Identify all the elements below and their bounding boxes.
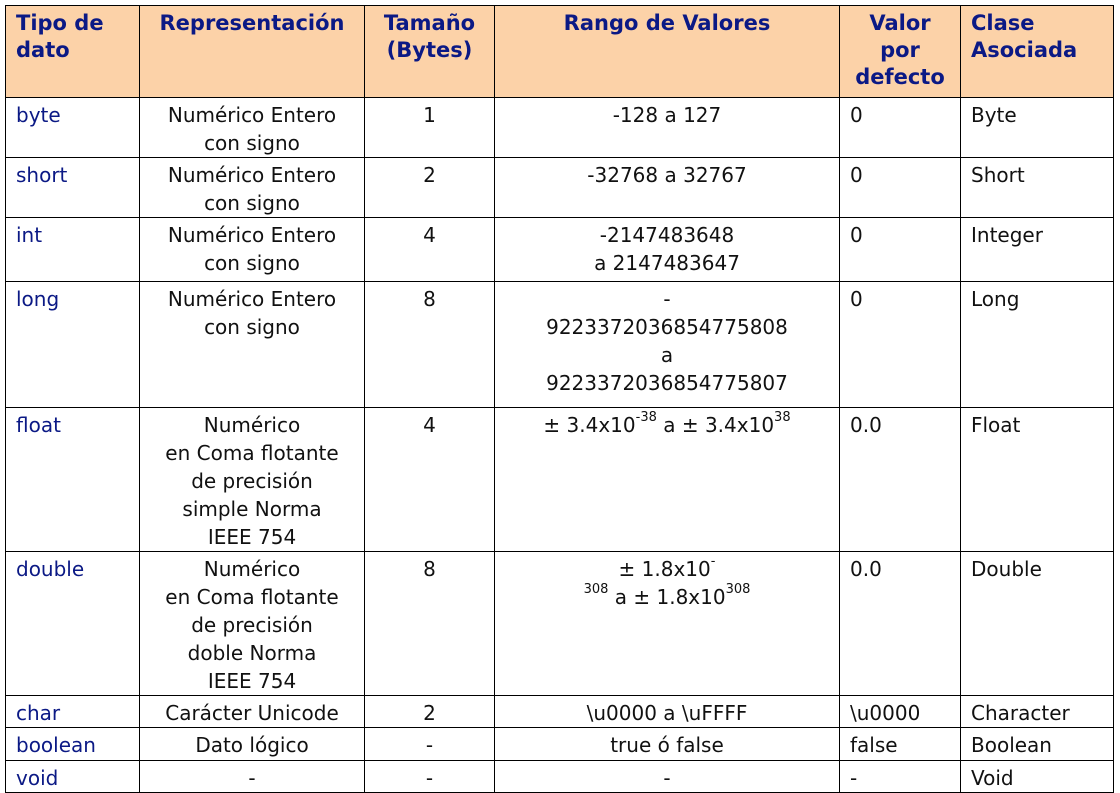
range-exponent: 308	[725, 582, 751, 598]
table-row	[6, 696, 1114, 728]
size-bytes-cell: -	[365, 728, 495, 761]
header-clase	[961, 6, 1114, 98]
size-bytes-cell: 2	[365, 158, 495, 218]
wrapper-class-cell: Long	[961, 282, 1114, 408]
range-line: a	[660, 343, 674, 367]
representation-line: Carácter Unicode	[165, 701, 339, 725]
range-line: -	[663, 287, 671, 311]
header-tipo	[6, 6, 140, 98]
table-row	[6, 158, 1114, 218]
header-line: Asociada	[971, 38, 1078, 62]
table-row	[6, 218, 1114, 282]
representation-cell	[140, 98, 365, 158]
size-bytes-cell: 8	[365, 282, 495, 408]
java-primitive-types-table	[5, 5, 1114, 793]
size-bytes-cell: 4	[365, 218, 495, 282]
type-name-cell: byte	[6, 98, 140, 158]
representation-line: Numérico Entero	[167, 103, 337, 127]
header-line: defecto	[855, 65, 945, 89]
default-value-cell: -	[840, 761, 961, 793]
representation-cell	[140, 761, 365, 793]
table-row	[6, 282, 1114, 408]
default-value-cell: 0.0	[840, 408, 961, 552]
representation-line: en Coma flotante	[165, 441, 339, 465]
range-line: \u0000 a \uFFFF	[586, 701, 748, 725]
range-text: ± 3.4x10	[543, 413, 636, 437]
wrapper-class-cell: Integer	[961, 218, 1114, 282]
representation-line: con signo	[204, 191, 300, 215]
representation-line: con signo	[204, 251, 300, 275]
value-range-cell	[495, 158, 840, 218]
size-bytes-cell: 2	[365, 696, 495, 728]
header-row	[6, 6, 1114, 98]
header-line: Tamaño	[383, 11, 476, 35]
type-name-cell: boolean	[6, 728, 140, 761]
table-row	[6, 98, 1114, 158]
wrapper-class-cell: Double	[961, 552, 1114, 696]
header-line: (Bytes)	[386, 38, 473, 62]
default-value-cell: false	[840, 728, 961, 761]
table-row	[6, 728, 1114, 761]
range-exponent: -38	[635, 410, 657, 426]
range-line: -2147483648	[599, 223, 735, 247]
wrapper-class-cell: Byte	[961, 98, 1114, 158]
value-range-cell	[495, 408, 840, 552]
range-exponent: 38	[774, 410, 791, 426]
default-value-cell: 0	[840, 158, 961, 218]
value-range-cell	[495, 728, 840, 761]
representation-line: Numérico	[203, 557, 301, 581]
wrapper-class-cell: Character	[961, 696, 1114, 728]
representation-line: Dato lógico	[195, 733, 309, 757]
type-name-cell: char	[6, 696, 140, 728]
representation-line: IEEE 754	[207, 525, 297, 549]
value-range-cell	[495, 761, 840, 793]
size-bytes-cell: 1	[365, 98, 495, 158]
representation-line: Numérico Entero	[167, 223, 337, 247]
table-row	[6, 761, 1114, 793]
default-value-cell: 0.0	[840, 552, 961, 696]
representation-cell	[140, 552, 365, 696]
range-exponent: 308	[583, 582, 609, 598]
range-line: -128 a 127	[612, 103, 722, 127]
type-name-cell: double	[6, 552, 140, 696]
representation-line: Numérico Entero	[167, 287, 337, 311]
representation-line: doble Norma	[187, 641, 317, 665]
value-range-cell	[495, 696, 840, 728]
representation-line: simple Norma	[182, 497, 322, 521]
default-value-cell: 0	[840, 282, 961, 408]
header-tamano	[365, 6, 495, 98]
representation-line: Numérico Entero	[167, 163, 337, 187]
size-bytes-cell: -	[365, 761, 495, 793]
representation-cell	[140, 728, 365, 761]
type-name-cell: void	[6, 761, 140, 793]
representation-line: IEEE 754	[207, 669, 297, 693]
range-line: 9223372036854775807	[546, 371, 788, 395]
type-name-cell: short	[6, 158, 140, 218]
type-name-cell: float	[6, 408, 140, 552]
representation-cell	[140, 696, 365, 728]
wrapper-class-cell: Short	[961, 158, 1114, 218]
value-range-cell	[495, 282, 840, 408]
header-line: dato	[16, 38, 70, 62]
representation-cell	[140, 408, 365, 552]
wrapper-class-cell: Void	[961, 761, 1114, 793]
value-range-cell	[495, 98, 840, 158]
range-exponent: -	[710, 554, 716, 570]
representation-cell	[140, 282, 365, 408]
representation-cell	[140, 158, 365, 218]
header-representacion	[140, 6, 365, 98]
size-bytes-cell: 4	[365, 408, 495, 552]
header-line: Tipo de	[16, 11, 104, 35]
header-rango	[495, 6, 840, 98]
value-range-cell	[495, 218, 840, 282]
header-line: por	[880, 38, 920, 62]
range-line: -	[663, 766, 671, 790]
table-row	[6, 552, 1114, 696]
value-range-cell	[495, 552, 840, 696]
representation-line: en Coma flotante	[165, 585, 339, 609]
representation-line: con signo	[204, 315, 300, 339]
range-text: a ± 3.4x10	[656, 413, 775, 437]
range-line: true ó false	[610, 733, 724, 757]
header-valor	[840, 6, 961, 98]
range-text: a ± 1.8x10	[608, 585, 726, 609]
type-name-cell: long	[6, 282, 140, 408]
wrapper-class-cell: Float	[961, 408, 1114, 552]
table-body	[6, 98, 1114, 793]
header-line: Valor	[869, 11, 931, 35]
range-line: 9223372036854775808	[546, 315, 788, 339]
representation-cell	[140, 218, 365, 282]
header-line: Representación	[159, 11, 345, 35]
table-row	[6, 408, 1114, 552]
representation-line: de precisión	[191, 613, 313, 637]
representation-line: de precisión	[191, 469, 313, 493]
range-text: ± 1.8x10	[618, 557, 711, 581]
default-value-cell: 0	[840, 98, 961, 158]
wrapper-class-cell: Boolean	[961, 728, 1114, 761]
type-name-cell: int	[6, 218, 140, 282]
size-bytes-cell: 8	[365, 552, 495, 696]
representation-line: con signo	[204, 131, 300, 155]
representation-line: -	[248, 766, 256, 790]
representation-line: Numérico	[203, 413, 301, 437]
header-line: Rango de Valores	[563, 11, 771, 35]
default-value-cell: 0	[840, 218, 961, 282]
header-line: Clase	[971, 11, 1035, 35]
default-value-cell: \u0000	[840, 696, 961, 728]
range-line: a 2147483647	[594, 251, 740, 275]
range-line: -32768 a 32767	[587, 163, 747, 187]
